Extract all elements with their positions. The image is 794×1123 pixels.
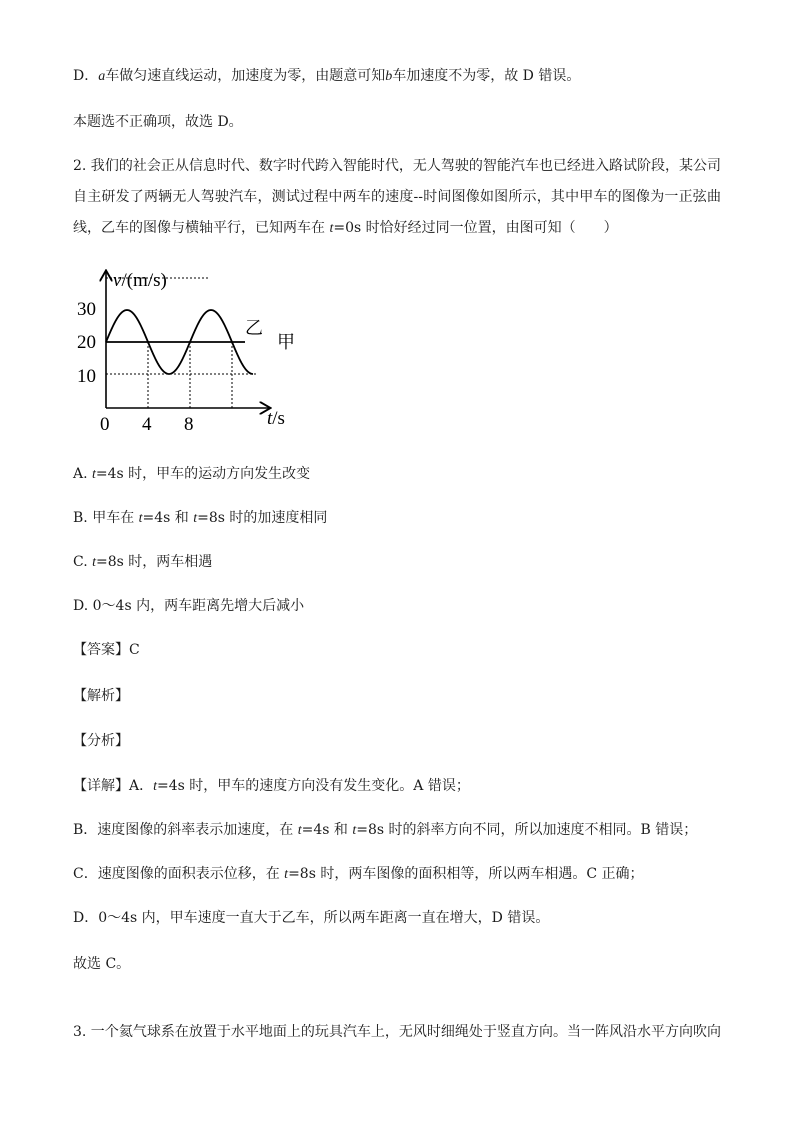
option-d: D. 0～4s 内，两车距离先增大后减小 xyxy=(73,598,305,614)
y-axis-label: v/(m/s) xyxy=(113,270,167,291)
answer-tag: 【答案】 xyxy=(73,642,129,658)
text: =4s 时，甲车的速度方向没有发生变化。A 错误； xyxy=(157,778,470,794)
var-a: a xyxy=(98,69,106,84)
var-b: b xyxy=(385,69,393,84)
answer xyxy=(73,640,140,660)
text: B．速度图像的斜率表示加速度，在 xyxy=(73,822,298,838)
analysis-heading: 【解析】 xyxy=(73,688,129,704)
text: =8s 时的斜率方向不同，所以加速度不相同。B 错误； xyxy=(356,822,698,838)
var-t: t xyxy=(153,779,158,794)
text: =4s 和 xyxy=(301,822,353,838)
text: =8s 时，两车相遇 xyxy=(96,554,213,570)
y-tick-20: 20 xyxy=(77,332,96,353)
var-t: t xyxy=(284,867,289,882)
velocity-time-graph xyxy=(73,262,313,442)
x-tick-0: 0 xyxy=(100,414,110,435)
y-tick-10: 10 xyxy=(77,366,96,387)
option-b xyxy=(73,508,327,529)
answer-value: C xyxy=(129,642,140,658)
text: 线，乙车的图像与横轴平行，已知两车在 xyxy=(73,220,330,236)
detail-d: D．0～4s 内，甲车速度一直大于乙车，所以两车距离一直在增大，D 错误。 xyxy=(73,910,550,926)
text: =4s 和 xyxy=(142,510,194,526)
x-axis-label: t/s xyxy=(267,408,285,429)
question-3-line-1: 3. 一个氦气球系在放置于水平地面上的玩具汽车上，无风时细绳处于竖直方向。当一阵风沿水平方向吹向 xyxy=(73,1024,721,1040)
y-tick-30: 30 xyxy=(77,299,96,320)
x-tick-4: 4 xyxy=(142,414,152,435)
option-a xyxy=(73,464,310,485)
var-t: t xyxy=(92,555,97,570)
conclusion: 故选 C。 xyxy=(73,956,131,972)
prev-conclusion: 本题选不正确项，故选 D。 xyxy=(73,114,243,130)
option-label: A. xyxy=(73,466,93,482)
prev-option-d xyxy=(73,66,580,87)
text: 车加速度不为零，故 D 错误。 xyxy=(392,68,581,84)
question-2-line-3 xyxy=(73,218,618,239)
text: =0s 时恰好经过同一位置，由图可知（ ） xyxy=(333,220,618,236)
y-axis-unit: /(m/s) xyxy=(121,270,167,291)
option-label: D． xyxy=(73,68,99,84)
detail-a xyxy=(73,776,470,797)
label-yi: 乙 xyxy=(245,318,263,338)
question-2-line-1: 2. 我们的社会正从信息时代、数字时代跨入智能时代，无人驾驶的智能汽车也已经进入路试阶段，某公司 xyxy=(73,158,721,174)
detail-b xyxy=(73,820,697,841)
question-2-line-2: 自主研发了两辆无人驾驶汽车，测试过程中两车的速度--时间图像如图所示，其中甲车的图像为一正弦曲 xyxy=(73,189,721,205)
option-label: C. xyxy=(73,554,93,570)
var-t: t xyxy=(352,823,357,838)
var-t: t xyxy=(193,511,198,526)
text: =4s 时，甲车的运动方向发生改变 xyxy=(95,466,311,482)
label-jia: 甲 xyxy=(277,332,295,352)
text: =8s 时，两车图像的面积相等，所以两车相遇。C 正确； xyxy=(288,866,644,882)
var-t: t xyxy=(138,511,143,526)
fenxi-heading: 【分析】 xyxy=(73,733,129,749)
x-tick-8: 8 xyxy=(184,414,194,435)
text: C．速度图像的面积表示位移，在 xyxy=(73,866,285,882)
var-t: t xyxy=(329,221,334,236)
text: 车做匀速直线运动，加速度为零，由题意可知 xyxy=(105,68,386,84)
var-t: t xyxy=(92,467,96,482)
var-t: t xyxy=(297,823,302,838)
text: A． xyxy=(129,778,154,794)
detail-c xyxy=(73,864,644,885)
detail-tag: 【详解】 xyxy=(73,778,129,794)
text: =8s 时的加速度相同 xyxy=(197,510,328,526)
text: B. 甲车在 xyxy=(73,510,139,526)
option-c xyxy=(73,552,212,573)
